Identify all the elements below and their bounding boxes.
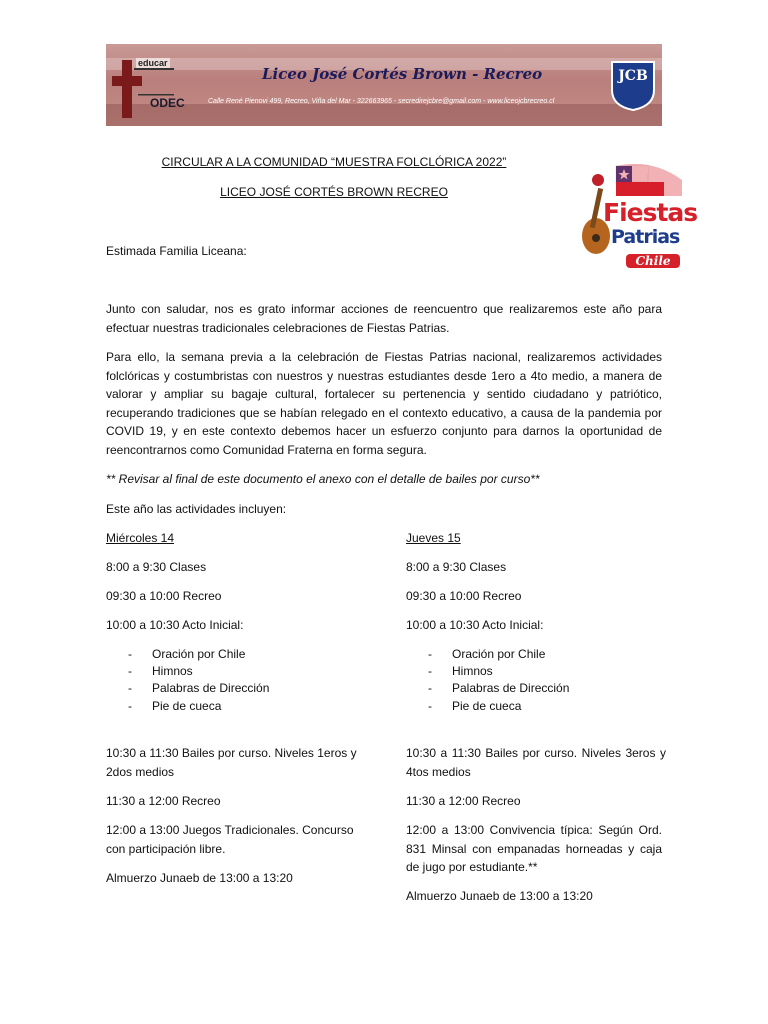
wednesday-classes: 8:00 a 9:30 Clases xyxy=(106,560,207,574)
odec-label: ODEC xyxy=(150,96,185,110)
crest-monogram: JCB xyxy=(618,68,648,84)
thursday-dances: 10:30 a 11:30 Bailes por curso. Niveles 3eros y 4tos medios xyxy=(406,746,666,779)
circular-title: CIRCULAR A LA COMUNIDAD “MUESTRA FOLCLÓRICA 2022” xyxy=(161,155,507,169)
wednesday-recess-2: 11:30 a 12:00 Recreo xyxy=(106,794,221,808)
wednesday-act-list xyxy=(106,646,376,715)
annex-note: ** Revisar al final de este documento el anexo con el detalle de bailes por curso** xyxy=(106,472,540,486)
wednesday-recess-1: 09:30 a 10:00 Recreo xyxy=(106,589,222,603)
thursday-opening-act: 10:00 a 10:30 Acto Inicial: xyxy=(406,618,544,632)
school-name: Liceo José Cortés Brown - Recreo xyxy=(262,65,543,83)
thursday-recess-2: 11:30 a 12:00 Recreo xyxy=(406,794,521,808)
list-item: - Pie de cueca xyxy=(106,698,376,715)
wednesday-lunch: Almuerzo Junaeb de 13:00 a 13:20 xyxy=(106,871,293,885)
list-item: - Himnos xyxy=(106,663,376,680)
wednesday-opening-act: 10:00 a 10:30 Acto Inicial: xyxy=(106,618,244,632)
list-item: - Palabras de Dirección xyxy=(106,680,376,697)
list-item: - Himnos xyxy=(406,663,668,680)
wednesday-dances: 10:30 a 11:30 Bailes por curso. Niveles 1eros y 2dos medios xyxy=(106,746,357,779)
wednesday-games: 12:00 a 13:00 Juegos Tradicionales. Concurso con participación libre. xyxy=(106,823,354,856)
thursday-gathering: 12:00 a 13:00 Convivencia típica: Según Ord. 831 Minsal con empanadas horneadas y caja de jugo por estudiante.** xyxy=(406,823,662,875)
banner-floor xyxy=(106,104,662,126)
fiestas-logo-word-2: Patrias xyxy=(611,226,680,248)
activities-intro: Este año las actividades incluyen: xyxy=(106,502,287,516)
paragraph-intro: Junto con saludar, nos es grato informar acciones de reencuentro que realizaremos este año para efectuar nuestras tradicionales celebraciones de Fiestas Patrias. xyxy=(106,302,662,335)
list-item: - Pie de cueca xyxy=(406,698,668,715)
thursday-act-list xyxy=(406,646,668,715)
thursday-lunch: Almuerzo Junaeb de 13:00 a 13:20 xyxy=(406,889,593,903)
wednesday-heading: Miércoles 14 xyxy=(106,531,175,545)
list-item: - Oración por Chile xyxy=(406,646,668,663)
thursday-classes: 8:00 a 9:30 Clases xyxy=(406,560,507,574)
school-address: Calle René Pienovi 499, Recreo, Viña del Mar - 322663965 - secredirejcbre@gmail.com - www.liceojcbrecreo.cl xyxy=(208,98,555,105)
thursday-recess-1: 09:30 a 10:00 Recreo xyxy=(406,589,522,603)
letterhead-banner xyxy=(106,44,662,126)
list-item: - Palabras de Dirección xyxy=(406,680,668,697)
school-title: LICEO JOSÉ CORTÉS BROWN RECREO xyxy=(220,185,448,199)
list-item: - Oración por Chile xyxy=(106,646,376,663)
fiestas-logo-word-1: Fiestas xyxy=(603,198,698,227)
thursday-heading: Jueves 15 xyxy=(406,531,461,545)
fiestas-logo-chile: Chile xyxy=(626,254,680,268)
educar-label: educar xyxy=(138,58,168,68)
greeting: Estimada Familia Liceana: xyxy=(106,244,247,258)
paragraph-main: Para ello, la semana previa a la celebración de Fiestas Patrias nacional, realizaremos actividades folclóricas y costumbristas con nuestros y nuestras estudiantes desde 1ero a 4to medio, a manera de valorar y ampliar su bagaje cultural, fortalecer su pertenencia y sentido ciudadano y patriótico, recuperando tradiciones que se habían relegado en el contexto educativo, a causa de la pandemia por COVID 19, y en este contexto debemos hacer un esfuerzo conjunto para darnos la oportunidad de reencontrarnos como Comunidad Fraterna en forma segura. xyxy=(106,350,662,457)
